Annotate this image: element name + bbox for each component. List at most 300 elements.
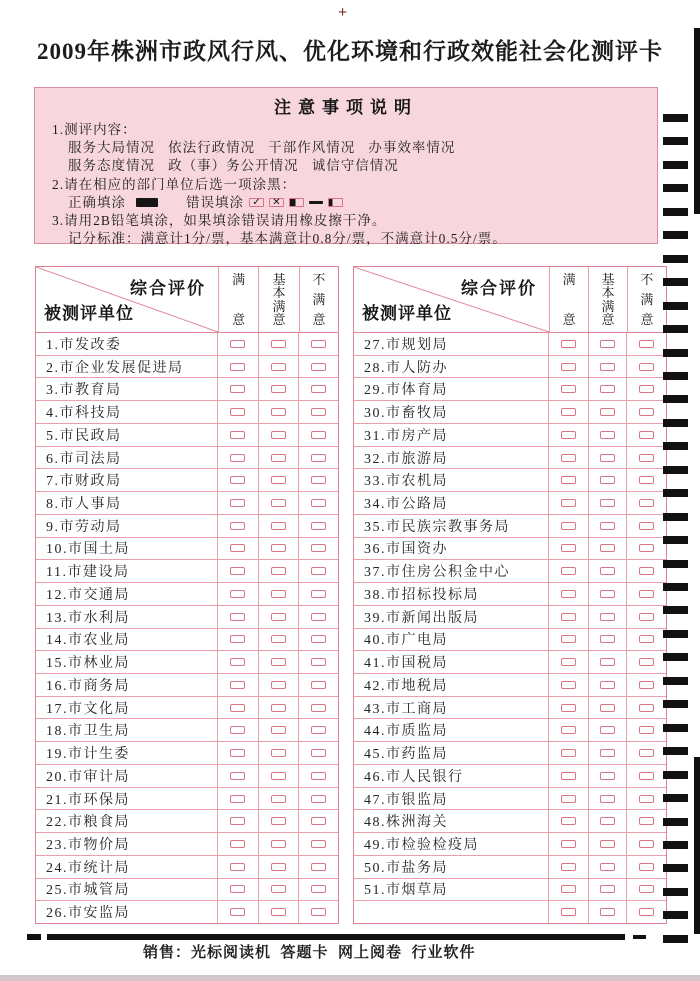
bubble-satisfied[interactable]	[230, 885, 245, 893]
timing-mark	[663, 747, 688, 755]
bubble-satisfied[interactable]	[561, 635, 576, 643]
bubble-basically-satisfied[interactable]	[271, 499, 286, 507]
bubble-basically-satisfied[interactable]	[271, 544, 286, 552]
bubble-satisfied[interactable]	[561, 908, 576, 916]
option-cell	[217, 424, 258, 446]
timing-mark	[663, 325, 688, 333]
timing-mark	[663, 513, 688, 521]
bubble-satisfied[interactable]	[230, 795, 245, 803]
bubble-unsatisfied[interactable]	[639, 817, 654, 825]
table-row	[36, 446, 338, 469]
timing-mark	[663, 161, 688, 169]
option-cell	[626, 401, 666, 423]
bubble-satisfied[interactable]	[230, 817, 245, 825]
bubble-basically-satisfied[interactable]	[271, 704, 286, 712]
timing-mark	[663, 560, 688, 568]
option-cell	[258, 879, 299, 901]
bubble-satisfied[interactable]	[561, 454, 576, 462]
option-cell	[548, 742, 588, 764]
bubble-basically-satisfied[interactable]	[600, 635, 615, 643]
bubble-basically-satisfied[interactable]	[271, 363, 286, 371]
bubble-unsatisfied[interactable]	[311, 817, 326, 825]
registration-plus-mark: +	[338, 4, 348, 21]
bubble-basically-satisfied[interactable]	[600, 795, 615, 803]
bubble-satisfied[interactable]	[561, 863, 576, 871]
corner-label-evaluation: 综合评价	[130, 279, 206, 298]
table-row	[354, 355, 666, 378]
bubble-basically-satisfied[interactable]	[600, 658, 615, 666]
bubble-satisfied[interactable]	[561, 522, 576, 530]
option-cell	[588, 469, 627, 491]
col-header-char: 满	[601, 298, 615, 314]
table-row	[36, 468, 338, 491]
bubble-unsatisfied[interactable]	[311, 408, 326, 416]
option-cell	[258, 742, 299, 764]
bubble-basically-satisfied[interactable]	[600, 908, 615, 916]
bubble-basically-satisfied[interactable]	[271, 408, 286, 416]
bubble-basically-satisfied[interactable]	[600, 681, 615, 689]
bubble-satisfied[interactable]	[561, 726, 576, 734]
bubble-basically-satisfied[interactable]	[271, 908, 286, 916]
table-row	[36, 355, 338, 378]
table-row	[36, 605, 338, 628]
bubble-basically-satisfied[interactable]	[271, 840, 286, 848]
bubble-satisfied[interactable]	[230, 522, 245, 530]
option-cell	[588, 424, 627, 446]
bubble-unsatisfied[interactable]	[311, 499, 326, 507]
left-table-rows	[36, 333, 338, 923]
bubble-unsatisfied[interactable]	[311, 522, 326, 530]
bubble-unsatisfied[interactable]	[639, 681, 654, 689]
option-cell	[258, 378, 299, 400]
bubble-unsatisfied[interactable]	[639, 590, 654, 598]
option-cell	[626, 719, 666, 741]
unit-label: 24.市统计局	[46, 860, 130, 876]
unit-label: 21.市环保局	[46, 792, 130, 808]
option-cell	[588, 697, 627, 719]
option-cell	[258, 469, 299, 491]
option-cell	[548, 606, 588, 628]
option-cell	[258, 719, 299, 741]
notice-item-1-line-2: 服务态度情况 政（事）务公开情况 诚信守信情况	[68, 158, 399, 174]
timing-mark	[663, 372, 688, 380]
bubble-unsatisfied[interactable]	[311, 476, 326, 484]
bubble-satisfied[interactable]	[561, 363, 576, 371]
timing-mark	[663, 630, 688, 638]
bubble-unsatisfied[interactable]	[311, 885, 326, 893]
table-row	[354, 423, 666, 446]
col-header-char: 意	[640, 312, 654, 327]
unit-label: 47.市银监局	[364, 792, 448, 808]
option-cell	[588, 333, 627, 355]
bubble-basically-satisfied[interactable]	[271, 749, 286, 757]
option-cell	[258, 356, 299, 378]
bubble-satisfied[interactable]	[561, 431, 576, 439]
bubble-unsatisfied[interactable]	[639, 726, 654, 734]
bubble-basically-satisfied[interactable]	[600, 454, 615, 462]
table-row	[36, 809, 338, 832]
bubble-unsatisfied[interactable]	[311, 658, 326, 666]
unit-label: 2.市企业发展促进局	[46, 360, 184, 376]
wrong-sample-check-icon: ✓	[249, 198, 264, 207]
table-row	[36, 559, 338, 582]
option-cell	[626, 583, 666, 605]
bubble-unsatisfied[interactable]	[311, 567, 326, 575]
option-cell	[258, 583, 299, 605]
bubble-satisfied[interactable]	[561, 340, 576, 348]
bubble-unsatisfied[interactable]	[639, 885, 654, 893]
bubble-basically-satisfied[interactable]	[271, 863, 286, 871]
option-cell	[298, 424, 338, 446]
bubble-satisfied[interactable]	[230, 613, 245, 621]
bubble-basically-satisfied[interactable]	[271, 658, 286, 666]
option-cell	[548, 697, 588, 719]
option-cell	[298, 901, 338, 923]
unit-label: 49.市检验检疫局	[364, 838, 479, 854]
bubble-unsatisfied[interactable]	[639, 476, 654, 484]
option-cell	[217, 515, 258, 537]
bubble-unsatisfied[interactable]	[639, 749, 654, 757]
bubble-basically-satisfied[interactable]	[600, 522, 615, 530]
option-cell	[548, 515, 588, 537]
option-cell	[588, 765, 627, 787]
bubble-satisfied[interactable]	[230, 431, 245, 439]
col-header-char: 意	[601, 311, 615, 327]
bubble-basically-satisfied[interactable]	[600, 567, 615, 575]
bubble-satisfied[interactable]	[230, 635, 245, 643]
bubble-satisfied[interactable]	[230, 499, 245, 507]
table-row	[354, 878, 666, 901]
timing-mark	[663, 911, 688, 919]
unit-label: 5.市民政局	[46, 428, 122, 444]
bubble-unsatisfied[interactable]	[639, 772, 654, 780]
bubble-basically-satisfied[interactable]	[600, 544, 615, 552]
option-cell	[217, 447, 258, 469]
unit-label: 4.市科技局	[46, 406, 122, 422]
table-row	[354, 718, 666, 741]
option-cell	[626, 788, 666, 810]
wrong-sample-cross-icon: ✕	[269, 198, 284, 207]
unit-label: 12.市交通局	[46, 587, 130, 603]
option-cell	[548, 583, 588, 605]
bubble-satisfied[interactable]	[561, 704, 576, 712]
option-cell	[298, 674, 338, 696]
bubble-basically-satisfied[interactable]	[271, 431, 286, 439]
bubble-basically-satisfied[interactable]	[271, 772, 286, 780]
bubble-basically-satisfied[interactable]	[271, 340, 286, 348]
bubble-basically-satisfied[interactable]	[271, 635, 286, 643]
option-cell	[626, 742, 666, 764]
option-cell	[298, 356, 338, 378]
unit-label: 28.市人防办	[364, 360, 448, 376]
timing-mark	[663, 442, 688, 450]
option-cell	[626, 356, 666, 378]
bubble-unsatisfied[interactable]	[639, 908, 654, 916]
bubble-satisfied[interactable]	[561, 544, 576, 552]
bubble-satisfied[interactable]	[230, 363, 245, 371]
bubble-satisfied[interactable]	[230, 749, 245, 757]
bubble-basically-satisfied[interactable]	[600, 817, 615, 825]
bubble-satisfied[interactable]	[561, 613, 576, 621]
table-row	[36, 333, 338, 355]
bubble-satisfied[interactable]	[230, 772, 245, 780]
bubble-unsatisfied[interactable]	[311, 704, 326, 712]
option-cell	[298, 651, 338, 673]
bubble-unsatisfied[interactable]	[639, 613, 654, 621]
bubble-unsatisfied[interactable]	[639, 863, 654, 871]
bubble-satisfied[interactable]	[561, 499, 576, 507]
right-table-header	[354, 267, 666, 333]
bubble-unsatisfied[interactable]	[311, 840, 326, 848]
bubble-satisfied[interactable]	[230, 454, 245, 462]
option-cell	[217, 469, 258, 491]
unit-label: 50.市盐务局	[364, 860, 448, 876]
col-header-char: 基	[601, 272, 615, 287]
unit-label: 11.市建设局	[46, 565, 130, 581]
option-cell	[588, 401, 627, 423]
option-cell	[298, 447, 338, 469]
table-row	[354, 514, 666, 537]
table-row	[36, 514, 338, 537]
bubble-unsatisfied[interactable]	[639, 795, 654, 803]
table-row	[354, 741, 666, 764]
bubble-basically-satisfied[interactable]	[271, 795, 286, 803]
unit-label: 16.市商务局	[46, 678, 130, 694]
bubble-basically-satisfied[interactable]	[600, 363, 615, 371]
bubble-unsatisfied[interactable]	[311, 340, 326, 348]
option-cell	[548, 538, 588, 560]
bubble-basically-satisfied[interactable]	[271, 567, 286, 575]
bubble-basically-satisfied[interactable]	[271, 885, 286, 893]
bubble-satisfied[interactable]	[561, 567, 576, 575]
timing-mark	[663, 888, 688, 896]
right-evaluation-table	[353, 266, 667, 924]
bubble-basically-satisfied[interactable]	[600, 749, 615, 757]
timing-mark	[663, 255, 688, 263]
bubble-basically-satisfied[interactable]	[271, 476, 286, 484]
bubble-satisfied[interactable]	[561, 772, 576, 780]
bubble-satisfied[interactable]	[230, 544, 245, 552]
bubble-satisfied[interactable]	[561, 795, 576, 803]
bubble-unsatisfied[interactable]	[639, 522, 654, 530]
bubble-satisfied[interactable]	[230, 340, 245, 348]
option-cell	[626, 651, 666, 673]
option-cell	[298, 765, 338, 787]
bubble-basically-satisfied[interactable]	[600, 885, 615, 893]
bubble-unsatisfied[interactable]	[311, 749, 326, 757]
timing-mark	[663, 278, 688, 286]
bubble-unsatisfied[interactable]	[639, 408, 654, 416]
bubble-satisfied[interactable]	[230, 385, 245, 393]
option-cell	[588, 447, 627, 469]
bubble-satisfied[interactable]	[230, 476, 245, 484]
bubble-unsatisfied[interactable]	[639, 840, 654, 848]
bubble-satisfied[interactable]	[561, 885, 576, 893]
table-row	[354, 468, 666, 491]
bubble-satisfied[interactable]	[230, 408, 245, 416]
bubble-basically-satisfied[interactable]	[600, 613, 615, 621]
bubble-basically-satisfied[interactable]	[600, 704, 615, 712]
bubble-unsatisfied[interactable]	[311, 590, 326, 598]
bubble-unsatisfied[interactable]	[311, 363, 326, 371]
bubble-satisfied[interactable]	[230, 863, 245, 871]
bubble-basically-satisfied[interactable]	[271, 590, 286, 598]
bubble-unsatisfied[interactable]	[311, 385, 326, 393]
timing-mark	[663, 606, 688, 614]
option-cell	[217, 765, 258, 787]
bubble-satisfied[interactable]	[561, 408, 576, 416]
bubble-basically-satisfied[interactable]	[600, 499, 615, 507]
bubble-basically-satisfied[interactable]	[600, 772, 615, 780]
unit-label: 39.市新闻出版局	[364, 610, 479, 626]
bubble-unsatisfied[interactable]	[639, 658, 654, 666]
bubble-unsatisfied[interactable]	[311, 635, 326, 643]
bubble-unsatisfied[interactable]	[639, 704, 654, 712]
option-cell	[626, 833, 666, 855]
bubble-unsatisfied[interactable]	[639, 363, 654, 371]
bubble-unsatisfied[interactable]	[311, 908, 326, 916]
bubble-satisfied[interactable]	[230, 726, 245, 734]
option-cell	[588, 492, 627, 514]
timing-mark	[663, 536, 688, 544]
bubble-unsatisfied[interactable]	[311, 772, 326, 780]
timing-mark	[663, 700, 688, 708]
timing-mark	[663, 466, 688, 474]
bubble-basically-satisfied[interactable]	[271, 454, 286, 462]
bubble-unsatisfied[interactable]	[639, 544, 654, 552]
option-cell	[217, 538, 258, 560]
bubble-basically-satisfied[interactable]	[271, 385, 286, 393]
option-cell	[258, 856, 299, 878]
option-cell	[298, 515, 338, 537]
corner-label-unit: 被测评单位	[44, 304, 134, 323]
bubble-satisfied[interactable]	[561, 817, 576, 825]
option-cell	[217, 401, 258, 423]
option-cell	[298, 560, 338, 582]
bubble-satisfied[interactable]	[230, 840, 245, 848]
bubble-satisfied[interactable]	[230, 908, 245, 916]
bubble-basically-satisfied[interactable]	[271, 522, 286, 530]
table-row	[354, 628, 666, 651]
bubble-basically-satisfied[interactable]	[600, 340, 615, 348]
bubble-unsatisfied[interactable]	[311, 613, 326, 621]
bubble-satisfied[interactable]	[561, 476, 576, 484]
bubble-basically-satisfied[interactable]	[271, 726, 286, 734]
bubble-unsatisfied[interactable]	[639, 567, 654, 575]
option-cell	[588, 879, 627, 901]
table-row	[36, 491, 338, 514]
option-cell	[588, 606, 627, 628]
option-cell	[588, 583, 627, 605]
option-cell	[588, 856, 627, 878]
bubble-basically-satisfied[interactable]	[600, 840, 615, 848]
bubble-unsatisfied[interactable]	[639, 635, 654, 643]
correct-fill-label: 正确填涂	[68, 194, 126, 210]
fill-example-row	[68, 194, 657, 212]
table-row	[354, 650, 666, 673]
bubble-unsatisfied[interactable]	[639, 454, 654, 462]
option-cell	[626, 447, 666, 469]
timing-mark	[663, 114, 688, 122]
notice-item-1: 1.测评内容：	[52, 122, 137, 137]
bubble-satisfied[interactable]	[230, 681, 245, 689]
option-cell	[258, 333, 299, 355]
bubble-satisfied[interactable]	[561, 590, 576, 598]
corner-label-evaluation: 综合评价	[461, 279, 537, 298]
col-header-basically-satisfied	[258, 267, 298, 332]
option-cell	[548, 879, 588, 901]
bubble-unsatisfied[interactable]	[639, 431, 654, 439]
option-cell	[626, 697, 666, 719]
bubble-satisfied[interactable]	[561, 681, 576, 689]
header-corner-cell	[36, 267, 218, 332]
timing-mark	[663, 302, 688, 310]
option-cell	[298, 810, 338, 832]
bubble-basically-satisfied[interactable]	[271, 681, 286, 689]
bubble-satisfied[interactable]	[230, 704, 245, 712]
bubble-unsatisfied[interactable]	[639, 340, 654, 348]
option-cell	[548, 719, 588, 741]
bubble-basically-satisfied[interactable]	[600, 408, 615, 416]
bubble-satisfied[interactable]	[561, 749, 576, 757]
col-header-char: 基	[272, 272, 286, 287]
option-cell	[258, 833, 299, 855]
bubble-unsatisfied[interactable]	[311, 681, 326, 689]
option-cell	[217, 629, 258, 651]
bubble-basically-satisfied[interactable]	[271, 613, 286, 621]
bubble-basically-satisfied[interactable]	[600, 726, 615, 734]
bubble-satisfied[interactable]	[230, 658, 245, 666]
table-row	[354, 333, 666, 355]
bubble-basically-satisfied[interactable]	[600, 863, 615, 871]
option-cell	[588, 378, 627, 400]
option-cell	[588, 742, 627, 764]
option-cell	[217, 674, 258, 696]
bubble-satisfied[interactable]	[230, 567, 245, 575]
option-cell	[298, 629, 338, 651]
option-cell	[548, 651, 588, 673]
table-row	[354, 491, 666, 514]
option-cell	[258, 810, 299, 832]
bubble-unsatisfied[interactable]	[311, 795, 326, 803]
bubble-unsatisfied[interactable]	[311, 454, 326, 462]
bubble-basically-satisfied[interactable]	[600, 590, 615, 598]
bubble-basically-satisfied[interactable]	[271, 817, 286, 825]
option-cell	[626, 629, 666, 651]
left-evaluation-table	[35, 266, 339, 924]
bubble-basically-satisfied[interactable]	[600, 385, 615, 393]
bubble-unsatisfied[interactable]	[639, 499, 654, 507]
bubble-unsatisfied[interactable]	[311, 544, 326, 552]
bubble-satisfied[interactable]	[230, 590, 245, 598]
notice-title: 注意事项说明	[274, 98, 418, 117]
bubble-basically-satisfied[interactable]	[600, 476, 615, 484]
unit-label: 46.市人民银行	[364, 769, 464, 785]
table-row	[36, 423, 338, 446]
bubble-unsatisfied[interactable]	[311, 726, 326, 734]
timing-mark	[663, 794, 688, 802]
bubble-unsatisfied[interactable]	[639, 385, 654, 393]
wrong-sample-halffill-icon	[289, 198, 304, 207]
bubble-satisfied[interactable]	[561, 658, 576, 666]
bubble-satisfied[interactable]	[561, 385, 576, 393]
timing-mark	[663, 771, 688, 779]
bubble-unsatisfied[interactable]	[311, 863, 326, 871]
bubble-basically-satisfied[interactable]	[600, 431, 615, 439]
table-row	[36, 718, 338, 741]
bubble-satisfied[interactable]	[561, 840, 576, 848]
bubble-unsatisfied[interactable]	[311, 431, 326, 439]
